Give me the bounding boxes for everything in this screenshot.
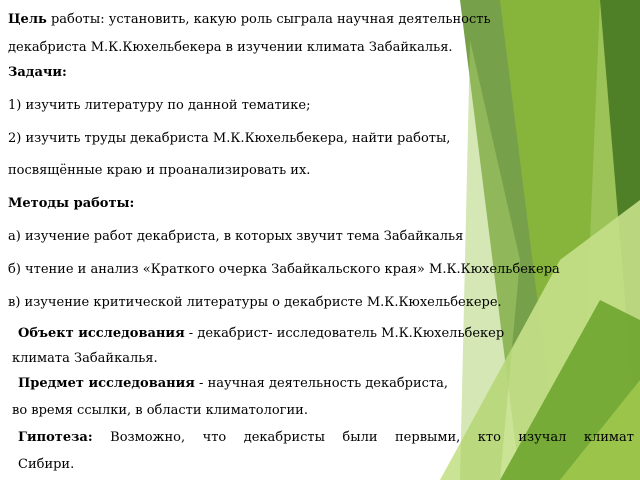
hypothesis-line-2: Сибири. bbox=[18, 457, 75, 472]
object-text-1: - декабрист- исследователь М.К.Кюхельбекер bbox=[184, 326, 505, 341]
task-2-line-1: 2) изучить труды декабриста М.К.Кюхельбекера, найти работы, bbox=[8, 131, 451, 146]
method-a: а) изучение работ декабриста, в которых звучит тема Забайкалья bbox=[8, 229, 464, 244]
hypothesis-label: Гипотеза: bbox=[18, 430, 93, 445]
subject-line-1 bbox=[18, 376, 448, 392]
subject-text-1: - научная деятельность декабриста, bbox=[194, 376, 449, 391]
object-line-1 bbox=[18, 326, 504, 342]
object-line-2: климата Забайкалья. bbox=[12, 351, 158, 366]
goal-line-1 bbox=[8, 12, 491, 28]
methods-heading: Методы работы: bbox=[8, 196, 135, 211]
subject-line-2: во время ссылки, в области климатологии. bbox=[12, 403, 308, 418]
goal-text-1: работы: установить, какую роль сыграла научная деятельность bbox=[46, 12, 491, 27]
hypothesis-line-1 bbox=[18, 430, 634, 446]
tasks-heading: Задачи: bbox=[8, 65, 67, 80]
method-c: в) изучение критической литературы о декабристе М.К.Кюхельбекере. bbox=[8, 295, 502, 310]
method-b: б) чтение и анализ «Краткого очерка Забайкальского края» М.К.Кюхельбекера bbox=[8, 262, 560, 277]
object-label: Объект исследования bbox=[18, 326, 185, 341]
goal-line-2: декабриста М.К.Кюхельбекера в изучении климата Забайкалья. bbox=[8, 40, 453, 55]
subject-label: Предмет исследования bbox=[18, 376, 195, 391]
task-1: 1) изучить литературу по данной тематике; bbox=[8, 98, 311, 113]
goal-label: Цель bbox=[8, 12, 47, 27]
task-2-line-2: посвящённые краю и проанализировать их. bbox=[8, 163, 311, 178]
hypothesis-text-1: Возможно, что декабристы были первыми, кто изучал климат bbox=[92, 430, 634, 445]
